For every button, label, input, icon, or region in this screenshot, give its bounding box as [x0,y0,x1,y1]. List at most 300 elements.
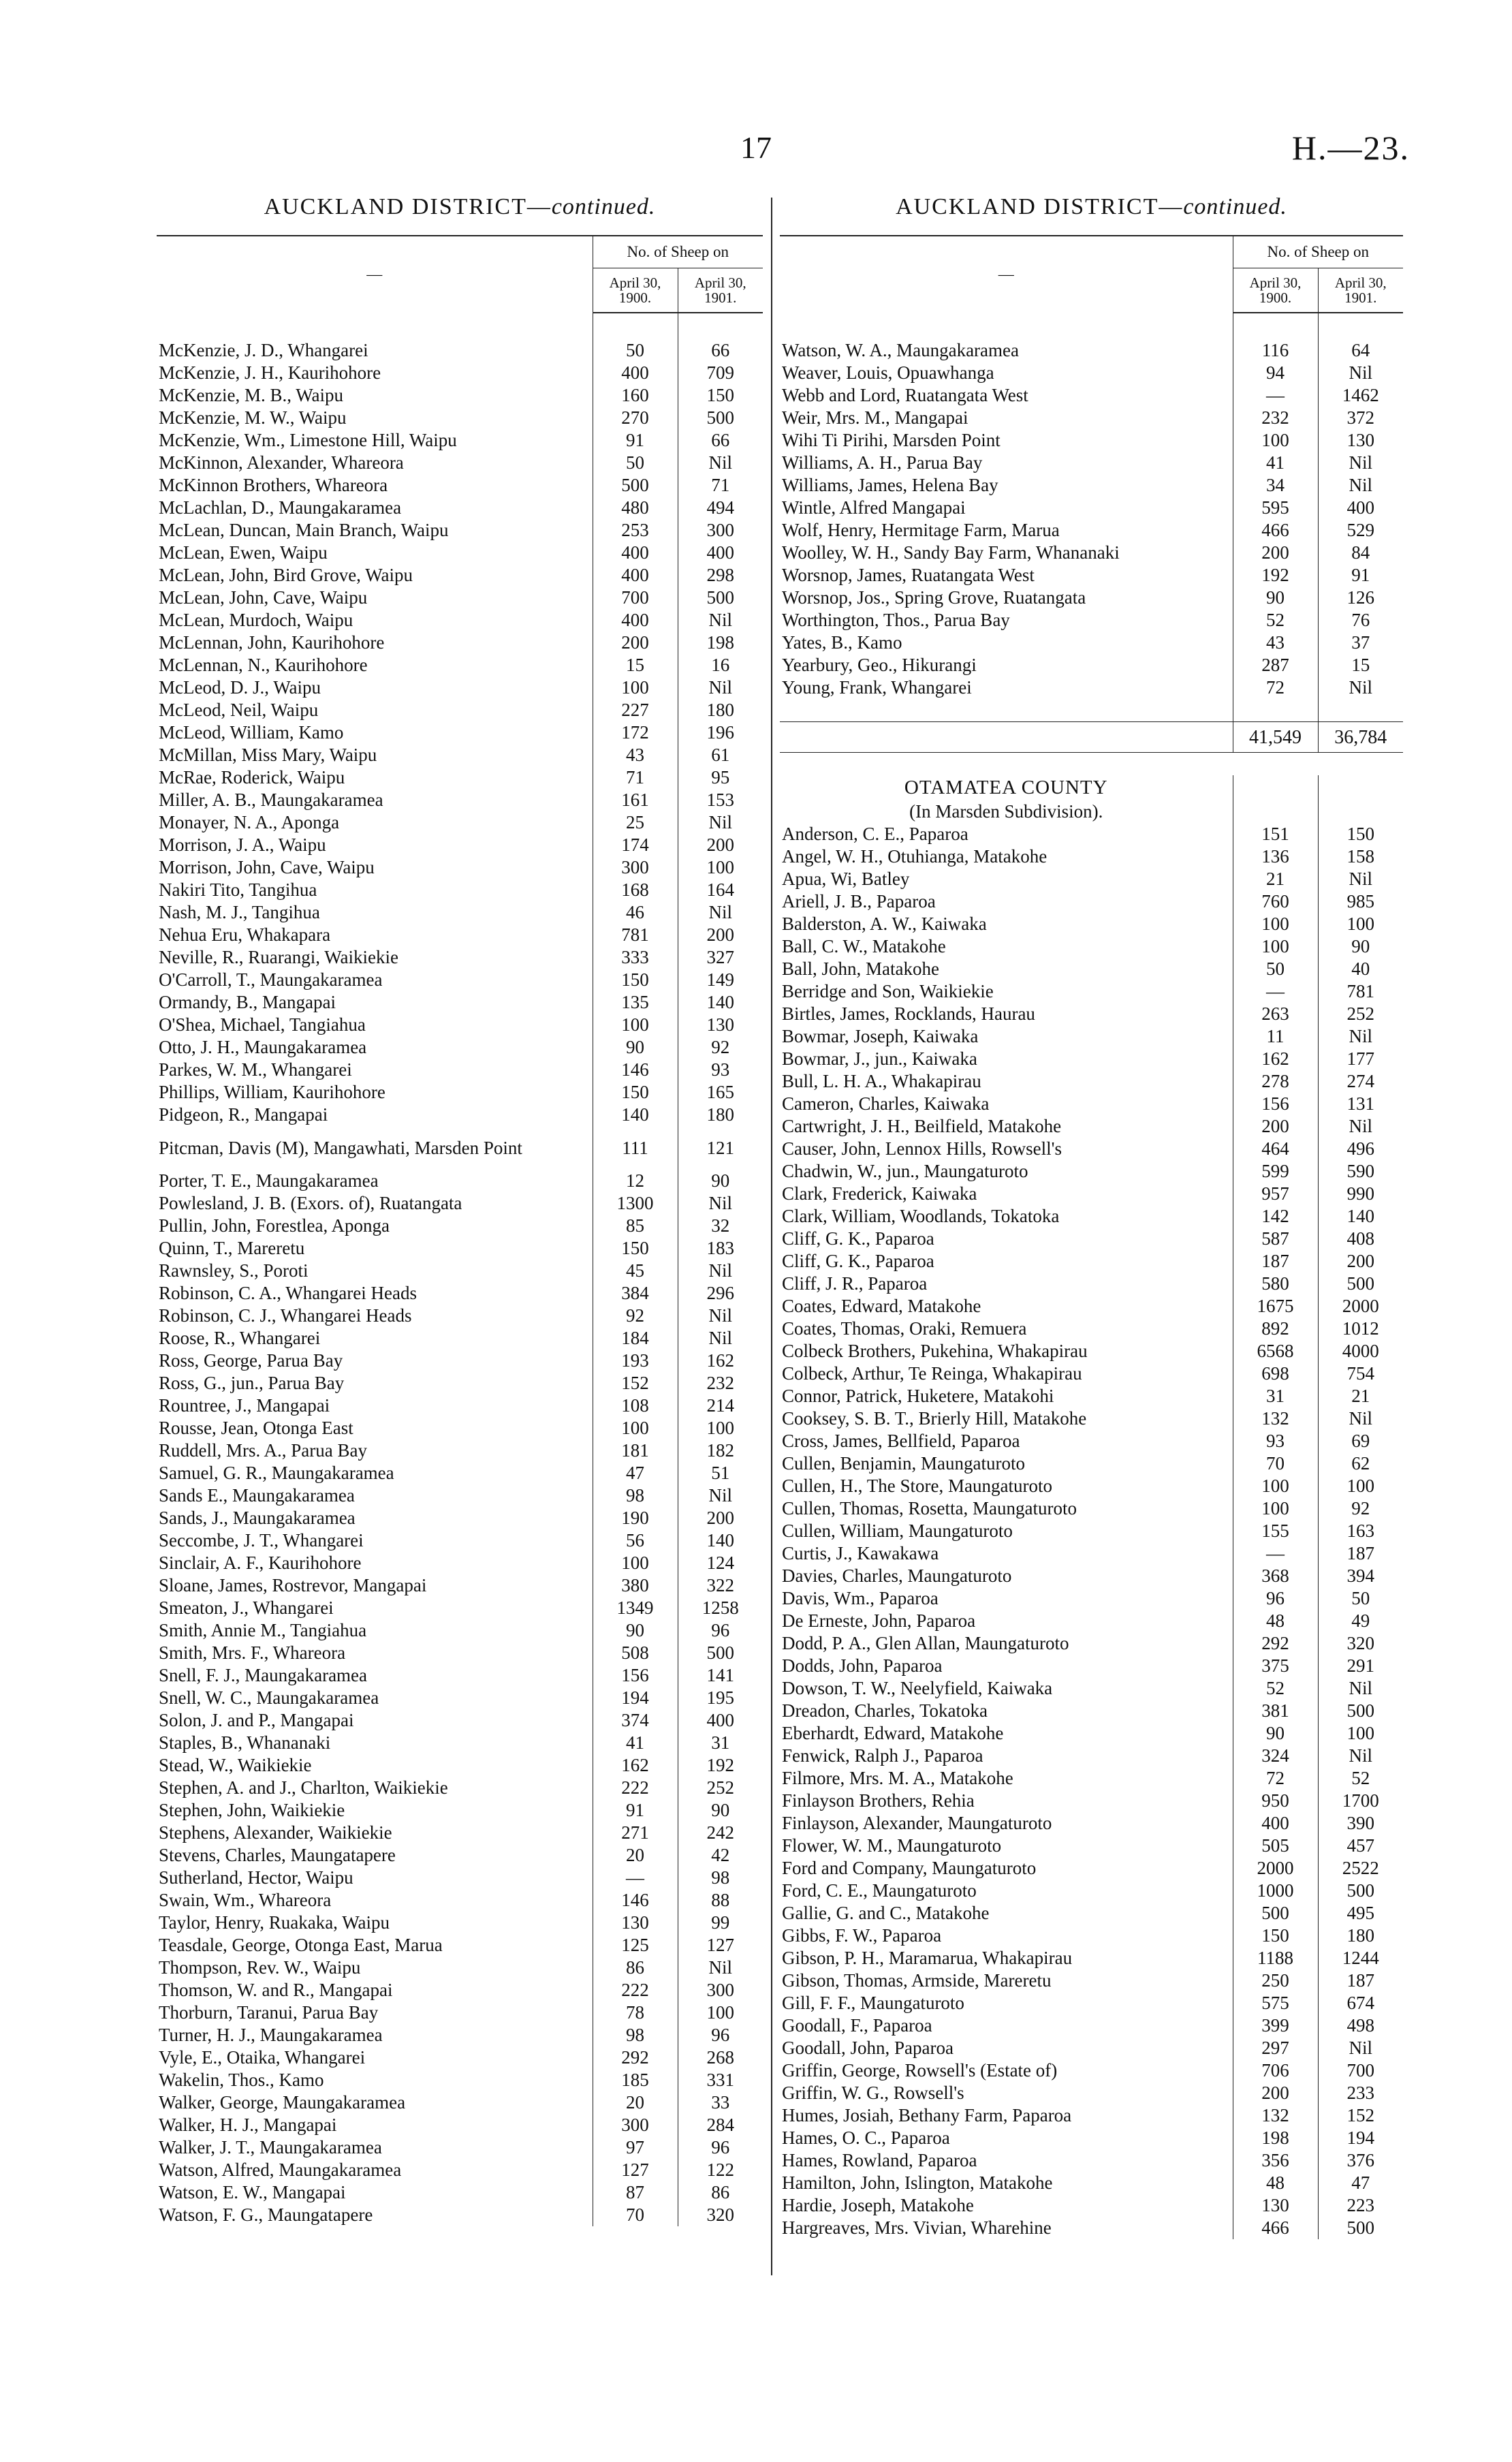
row-name: Hames, Rowland, Paparoa [782,2150,977,2170]
row-name: Robinson, C. A., Whangarei Heads [159,1283,417,1303]
table-row [780,1385,1403,1407]
row-name: Woolley, W. H., Sandy Bay Farm, Whananaki [782,542,1120,563]
sheep-1901: 96 [711,2137,730,2157]
table-row [157,587,763,609]
sheep-1900: 400 [593,564,678,587]
sheep-1901: 71 [711,475,730,495]
sheep-1901: 52 [1351,1768,1370,1788]
row-name: Sands E., Maungakaramea [159,1485,355,1506]
row-name: De Erneste, John, Paparoa [782,1610,976,1631]
row-name: McLean, John, Cave, Waipu [159,587,368,608]
table-row [157,609,763,632]
sheep-1901: 130 [1346,430,1374,450]
table-row [780,1093,1403,1115]
sheep-1900: 47 [593,1462,678,1484]
county-table-body [780,823,1403,2239]
sheep-1900: 151 [1233,823,1318,845]
table-row [780,1475,1403,1497]
sheep-1900: 52 [1233,1677,1318,1700]
table-row [157,1529,763,1552]
row-name: Ball, C. W., Matakohe [782,936,946,956]
sheep-1901: 50 [1351,1588,1370,1608]
sheep-1900: 146 [593,1889,678,1912]
sheep-1901: 126 [1346,587,1374,608]
sheep-1901: 529 [1346,520,1374,540]
sheep-1901: 252 [706,1777,734,1798]
sheep-1900: 21 [1233,868,1318,890]
sheep-1901: 180 [706,1104,734,1125]
sheep-1900: 127 [593,2159,678,2181]
row-name: McLean, Duncan, Main Branch, Waipu [159,520,449,540]
row-name: Quinn, T., Mareretu [159,1238,305,1258]
row-name: McRae, Roderick, Waipu [159,767,345,788]
sheep-1900: 150 [593,969,678,991]
table-row [780,1318,1403,1340]
sheep-1900: 185 [593,2069,678,2091]
sheep-1900: 20 [593,1844,678,1867]
table-row [780,1655,1403,1677]
table-row [780,868,1403,890]
row-name: Phillips, William, Kaurihohore [159,1082,385,1102]
sheep-1901: 284 [706,2115,734,2135]
table-row [780,654,1403,676]
sheep-1901: 32 [711,1215,730,1236]
table-row [157,1192,763,1215]
row-name: Curtis, J., Kawakawa [782,1543,939,1563]
row-name: McLean, John, Bird Grove, Waipu [159,565,413,585]
sheep-1900: 174 [593,834,678,856]
sheep-1901: 130 [706,1014,734,1035]
sheep-1900: 700 [593,587,678,609]
table-row [780,1745,1403,1767]
sheep-1900: 580 [1233,1273,1318,1295]
sheep-1901: 149 [706,969,734,990]
row-name: Rousse, Jean, Otonga East [159,1418,353,1438]
sheep-1901: 15 [1351,655,1370,675]
row-name: Rountree, J., Mangapai [159,1395,330,1416]
row-name: Watson, Alfred, Maungakaramea [159,2160,402,2180]
table-row [780,564,1403,587]
sheep-1901: 92 [1351,1498,1370,1518]
table-row [780,1610,1403,1632]
row-name: Gallie, G. and C., Matakohe [782,1903,990,1923]
sheep-1900: 150 [593,1237,678,1260]
left-sheep-table [157,235,763,2226]
table-row [157,1126,763,1170]
row-name: Stephen, John, Waikiekie [159,1800,345,1820]
table-row [780,452,1403,474]
table-row [157,1170,763,1192]
sheep-1901: 90 [711,1800,730,1820]
sheep-1900: 50 [593,452,678,474]
sheep-1901: 300 [706,1980,734,2000]
sheep-1901: 152 [1346,2105,1374,2125]
sheep-1900: 125 [593,1934,678,1957]
sheep-1900: 380 [593,1574,678,1597]
row-name: Coates, Thomas, Oraki, Remuera [782,1318,1027,1339]
sheep-1901: 331 [706,2070,734,2090]
sheep-1900: 222 [593,1777,678,1799]
sheep-1901: 66 [711,340,730,360]
sheep-1900: 86 [593,1957,678,1979]
table-row [157,1237,763,1260]
sheep-1900: 116 [1233,313,1318,362]
sheep-1901: Nil [708,1485,733,1506]
sheep-1900: 263 [1233,1003,1318,1025]
table-row [780,1542,1403,1565]
row-name: Thomson, W. and R., Mangapai [159,1980,393,2000]
sheep-1901: 990 [1346,1183,1374,1204]
table-row [157,632,763,654]
row-name: Porter, T. E., Maungakaramea [159,1170,379,1191]
sheep-1900: 70 [593,2204,678,2226]
row-name: McLean, Ewen, Waipu [159,542,328,563]
sheep-1901: 300 [706,520,734,540]
sheep-1901: 95 [711,767,730,788]
sheep-1900: 184 [593,1327,678,1350]
table-row [780,1003,1403,1025]
sheep-1900: 892 [1233,1318,1318,1340]
sheep-1900: 375 [1233,1655,1318,1677]
row-name: Samuel, G. R., Maungakaramea [159,1463,394,1483]
table-row [157,789,763,811]
table-row [157,1799,763,1822]
table-row [780,1295,1403,1318]
table-row [780,519,1403,542]
sheep-1901: 200 [1346,1251,1374,1271]
sheep-1900: 200 [1233,542,1318,564]
table-row [157,384,763,407]
table-row [157,901,763,924]
total-1901: 36,784 [1318,722,1403,753]
row-name: Nehua Eru, Whakapara [159,924,331,945]
row-name: Coates, Edward, Matakohe [782,1296,981,1316]
row-name: Goodall, John, Paparoa [782,2038,954,2058]
table-row [780,2082,1403,2104]
sheep-1900: 135 [593,991,678,1014]
sheep-1901: 296 [706,1283,734,1303]
table-row [780,1452,1403,1475]
sheep-1900: 192 [1233,564,1318,587]
left-district-title: AUCKLAND DISTRICT—continued. [264,194,656,219]
sheep-1901: 754 [1346,1363,1374,1384]
sheep-1900: 11 [1233,1025,1318,1048]
sheep-1900: 41 [593,1732,678,1754]
table-row [780,935,1403,958]
sheep-1901: 1244 [1342,1948,1379,1968]
row-name: Hamilton, John, Islington, Matakohe [782,2172,1053,2193]
row-name: Webb and Lord, Ruatangata West [782,385,1028,405]
sheep-1900: 142 [1233,1205,1318,1228]
sheep-1901: Nil [1349,1408,1373,1429]
table-row [780,362,1403,384]
sheep-1900: 253 [593,519,678,542]
sheep-1901: 200 [706,835,734,855]
sheep-1901: 500 [706,587,734,608]
table-row [157,497,763,519]
sheep-1900: 100 [593,676,678,699]
sheep-1900: 20 [593,2091,678,2114]
row-name: McLennan, John, Kaurihohore [159,632,385,653]
table-row [780,632,1403,654]
sheep-1900: 41 [1233,452,1318,474]
sheep-1901: 84 [1351,542,1370,563]
row-name: Stead, W., Waikiekie [159,1755,312,1775]
sheep-1900: 92 [593,1305,678,1327]
sheep-1900: 222 [593,1979,678,2001]
sheep-1901: Nil [708,1305,733,1326]
row-name: Bull, L. H. A., Whakapirau [782,1071,981,1091]
table-row [157,564,763,587]
sheep-1901: 158 [1346,846,1374,867]
row-name: Roose, R., Whangarei [159,1328,321,1348]
row-name: McKenzie, Wm., Limestone Hill, Waipu [159,430,457,450]
sheep-1901: 100 [706,2002,734,2023]
row-name: Staples, B., Whananaki [159,1732,331,1753]
table-row [780,2059,1403,2082]
row-name: Watson, W. A., Maungakaramea [782,339,1019,360]
sheep-1900: 381 [1233,1700,1318,1722]
row-name: McLeod, D. J., Waipu [159,677,321,698]
right-district-title: AUCKLAND DISTRICT—continued. [896,194,1287,219]
table-row [157,699,763,721]
sheep-1901: 1012 [1342,1318,1379,1339]
sheep-1900: 324 [1233,1745,1318,1767]
sheep-1901: 51 [711,1463,730,1483]
sheep-1900: 181 [593,1439,678,1462]
sheep-1900: 399 [1233,2014,1318,2037]
row-name: McKenzie, M. W., Waipu [159,407,347,428]
sheep-1900: 15 [593,654,678,676]
table-row [157,856,763,879]
sheep-1900: — [1233,1542,1318,1565]
sheep-1901: 140 [706,992,734,1012]
table-row [157,969,763,991]
table-row [780,407,1403,429]
sheep-1900: 333 [593,946,678,969]
row-name: Gibson, Thomas, Armside, Mareretu [782,1970,1052,1991]
row-name: Eberhardt, Edward, Matakohe [782,1723,1004,1743]
table-row [780,1700,1403,1722]
table-row [157,654,763,676]
sheep-1900: 1675 [1233,1295,1318,1318]
table-row [157,1104,763,1126]
sheep-1901: 408 [1346,1228,1374,1249]
sheep-1900: 100 [1233,429,1318,452]
table-row [157,2046,763,2069]
sheep-1900: 31 [1233,1385,1318,1407]
sheep-1901: 100 [1346,1723,1374,1743]
sheep-1900: 85 [593,1215,678,1237]
sheep-1901: 88 [711,1890,730,1910]
table-row [780,980,1403,1003]
sheep-1900: 270 [593,407,678,429]
sheep-1901: 200 [706,924,734,945]
sheep-1901: 180 [706,700,734,720]
row-name: Birtles, James, Rocklands, Haurau [782,1003,1035,1024]
sheep-1900: 72 [1233,1767,1318,1790]
sheep-1900: 1300 [593,1192,678,1215]
sheep-1900: 50 [593,313,678,362]
sheep-1901: Nil [1349,869,1373,889]
row-name: Wakelin, Thos., Kamo [159,2070,324,2090]
sheep-1900: 98 [593,2024,678,2046]
row-name: Davies, Charles, Maungaturoto [782,1565,1012,1586]
sheep-1900: 100 [593,1014,678,1036]
table-row [780,1228,1403,1250]
total-1900: 41,549 [1233,722,1318,753]
sheep-1900: 172 [593,721,678,744]
sheep-1900: 287 [1233,654,1318,676]
sheep-1901: 37 [1351,632,1370,653]
table-row [157,1777,763,1799]
table-row [780,1115,1403,1138]
sheep-1901: 327 [706,947,734,967]
table-row [157,1417,763,1439]
sheep-1901: 100 [1346,1476,1374,1496]
row-name: Cliff, G. K., Paparoa [782,1228,934,1249]
table-row [157,452,763,474]
sheep-1901: 985 [1346,891,1374,911]
county-heading-row [780,775,1403,800]
sheep-1901: 674 [1346,1993,1374,2013]
row-name: Robinson, C. J., Whangarei Heads [159,1305,412,1326]
sheep-1901: 781 [1346,981,1374,1001]
table-row [157,744,763,766]
sheep-1900: — [593,1867,678,1889]
sheep-1901: 91 [1351,565,1370,585]
row-name: Solon, J. and P., Mangapai [159,1710,354,1730]
row-name: Griffin, George, Rowsell's (Estate of) [782,2060,1058,2081]
row-name: Colbeck Brothers, Pukehina, Whakapirau [782,1341,1088,1361]
sheep-1900: 97 [593,2136,678,2159]
row-name: Rawnsley, S., Poroti [159,1260,309,1281]
sheep-1901: 121 [706,1137,734,1158]
sheep-1901: 16 [711,655,730,675]
sheep-1901: Nil [1349,475,1373,495]
sheep-1900: 1000 [1233,1880,1318,1902]
row-name: Walker, George, Maungakaramea [159,2092,406,2113]
sheep-1900: 292 [1233,1632,1318,1655]
sheep-1901: 242 [706,1822,734,1843]
sheep-1900: 96 [1233,1587,1318,1610]
sheep-1900: 100 [1233,1475,1318,1497]
row-name: Clark, William, Woodlands, Tokatoka [782,1206,1060,1226]
row-name: Snell, W. C., Maungakaramea [159,1687,379,1708]
row-name: Cartwright, J. H., Beilfield, Matakohe [782,1116,1062,1136]
table-row [780,1947,1403,1969]
row-name: Worthington, Thos., Parua Bay [782,610,1010,630]
sheep-1900: 160 [593,384,678,407]
table-row [780,1902,1403,1925]
table-row [157,1552,763,1574]
sheep-1901: 1700 [1342,1790,1379,1811]
table-row [780,1070,1403,1093]
row-name: Snell, F. J., Maungakaramea [159,1665,368,1685]
table-row [780,2172,1403,2194]
table-row [157,474,763,497]
table-row [780,676,1403,699]
sheep-1900: 187 [1233,1250,1318,1273]
sheep-1900: 271 [593,1822,678,1844]
table-row [157,1484,763,1507]
row-name: Weir, Mrs. M., Mangapai [782,407,968,428]
sheep-1900: 90 [1233,1722,1318,1745]
row-name: Ross, George, Parua Bay [159,1350,343,1371]
table-row [157,991,763,1014]
sheep-1900: 90 [593,1619,678,1642]
sheep-1901: Nil [708,1260,733,1281]
sheep-1901: 320 [1346,1633,1374,1653]
table-row [780,1497,1403,1520]
col-1901-header: April 30, 1901. [1318,268,1403,313]
table-row [157,519,763,542]
sheep-1900: 278 [1233,1070,1318,1093]
sheep-1900: 56 [593,1529,678,1552]
sheep-1901: Nil [1349,1026,1373,1046]
sheep-1900: 297 [1233,2037,1318,2059]
sheep-1900: 98 [593,1484,678,1507]
sheep-1901: 33 [711,2092,730,2113]
row-name: Sands, J., Maungakaramea [159,1508,356,1528]
row-name: Colbeck, Arthur, Te Reinga, Whakapirau [782,1363,1082,1384]
row-name: Balderston, A. W., Kaiwaka [782,914,987,934]
row-name: Ormandy, B., Mangapai [159,992,336,1012]
sheep-1901: 140 [1346,1206,1374,1226]
row-name: Gibson, P. H., Maramarua, Whakapirau [782,1948,1073,1968]
sheep-1901: 100 [706,857,734,877]
sheep-1900: — [1233,384,1318,407]
sheep-1900: 374 [593,1709,678,1732]
row-name: McKinnon Brothers, Whareora [159,475,388,495]
sheep-1900: 400 [593,542,678,564]
row-name: Wihi Ti Pirihi, Marsden Point [782,430,1001,450]
table-row [780,542,1403,564]
row-name: Fenwick, Ralph J., Paparoa [782,1745,983,1766]
sheep-1900: 368 [1233,1565,1318,1587]
sheep-1900: 52 [1233,609,1318,632]
sheep-1900: 161 [593,789,678,811]
sheep-1900: 45 [593,1260,678,1282]
row-name: Cooksey, S. B. T., Brierly Hill, Matakohe [782,1408,1087,1429]
row-name: Ross, G., jun., Parua Bay [159,1373,345,1393]
sheep-1901: 500 [1346,1880,1374,1901]
table-row [157,1081,763,1104]
sheep-1900: 132 [1233,1407,1318,1430]
sheep-1900: 152 [593,1372,678,1394]
row-name: Smith, Mrs. F., Whareora [159,1642,346,1663]
sheep-1900: 93 [1233,1430,1318,1452]
sheep-1900: 200 [1233,2082,1318,2104]
row-name: Ford and Company, Maungaturoto [782,1858,1037,1878]
sheep-1900: 48 [1233,2172,1318,2194]
sheep-1901: 709 [706,362,734,383]
column-divider [771,198,772,2275]
row-name: Cameron, Charles, Kaiwaka [782,1093,990,1114]
table-row [157,879,763,901]
table-row [780,2194,1403,2217]
table-row [157,2069,763,2091]
sheep-1900: 155 [1233,1520,1318,1542]
row-name: Humes, Josiah, Bethany Farm, Paparoa [782,2105,1072,2125]
row-name: Bowmar, J., jun., Kaiwaka [782,1048,977,1069]
sheep-1901: 100 [706,1418,734,1438]
sheep-1901: 590 [1346,1161,1374,1181]
col-1900-header: April 30, 1900. [593,268,678,313]
row-name: Clark, Frederick, Kaiwaka [782,1183,977,1204]
table-row [780,474,1403,497]
row-name: Gill, F. F., Maungaturoto [782,1993,964,2013]
